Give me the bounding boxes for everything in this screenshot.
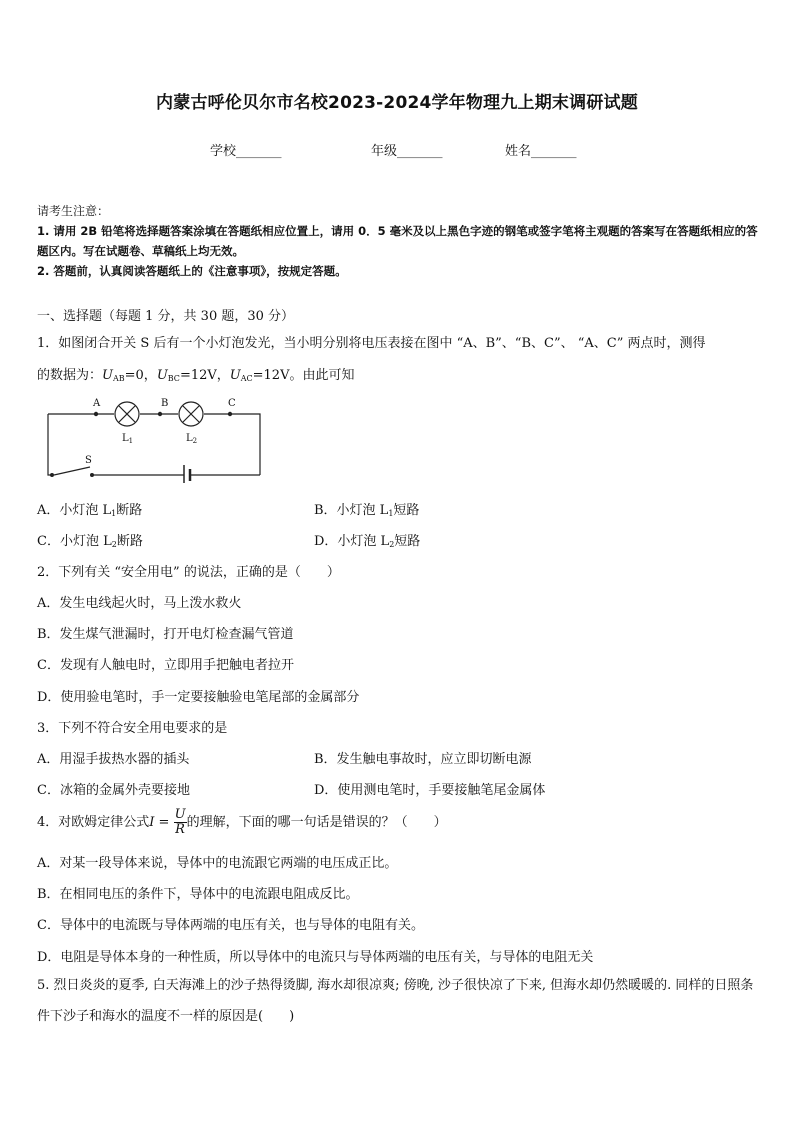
q1-option-c[interactable]: C．小灯泡 $L_2$断路 — [37, 534, 143, 549]
q2-option-d[interactable]: D．使用验电笔时，手一定要接触验电笔尾部的金属部分 — [37, 690, 360, 705]
q1-option-a[interactable]: A．小灯泡 $L_1$断路 — [37, 503, 143, 518]
q2-option-c[interactable]: C．发现有人触电时，立即用手把触电者拉开 — [37, 658, 294, 673]
q1-eq-ac: =12V。由此可知 — [252, 368, 355, 383]
q4-option-b[interactable]: B．在相同电压的条件下，导体中的电流跟电阻成反比。 — [37, 887, 359, 902]
q1-stem-line2 — [37, 364, 354, 383]
q4-option-c[interactable]: C．导体中的电流既与导体两端的电压有关，也与导体的电阻有关。 — [37, 918, 424, 933]
switch-lever — [54, 467, 90, 475]
notice-item-2: 2. 答题前，认真阅读答题纸上的《注意事项》，按规定答题。 — [37, 264, 347, 278]
label-c: C — [228, 398, 236, 409]
switch-contact — [90, 473, 94, 477]
switch-pivot — [50, 473, 54, 477]
formula-i: I — [149, 815, 155, 830]
section-heading: 一、选择题（每题 1 分，共 30 题，30 分） — [37, 309, 295, 324]
label-s: S — [85, 455, 92, 466]
wire-top-right — [204, 414, 260, 475]
q3-stem: 3．下列不符合安全用电要求的是 — [37, 721, 228, 736]
q3-option-d[interactable]: D．使用测电笔时，手要接触笔尾金属体 — [314, 783, 546, 798]
notice-item-1: 1. 请用 2B 铅笔将选择题答案涂填在答题纸相应位置上，请用 0．5 毫米及以上黑色字迹的钢笔或签字笔将主观题的答案写在答题纸相应的答题区内。写在试题卷、草稿纸上均无效。 — [37, 224, 758, 258]
q2-option-b[interactable]: B．发生煤气泄漏时，打开电灯检查漏气管道 — [37, 627, 294, 642]
label-l2: $L_2$ — [186, 433, 198, 445]
q1-data-prefix: 的数据为： — [37, 368, 103, 383]
label-l1: $L_1$ — [122, 433, 134, 445]
node-c — [228, 412, 232, 416]
q1-sub-bc: BC — [167, 374, 180, 383]
name-field[interactable]: 姓名_______ — [505, 144, 577, 159]
q3-option-a[interactable]: A．用湿手拔热水器的插头 — [37, 752, 190, 767]
circuit-diagram — [44, 393, 274, 487]
q1-sub-ab: AB — [112, 374, 125, 383]
q2-stem: 2．下列有关 “安全用电” 的说法，正确的是（ ） — [37, 565, 340, 580]
school-field[interactable]: 学校_______ — [210, 144, 282, 159]
node-a — [94, 412, 98, 416]
bulb-l2-cross — [183, 406, 199, 422]
label-b: B — [161, 398, 169, 409]
q1-option-b[interactable]: B．小灯泡 $L_1$短路 — [314, 503, 420, 518]
q3-option-b[interactable]: B．发生触电事故时，应立即切断电源 — [314, 752, 532, 767]
q4-option-d[interactable]: D．电阻是导体本身的一种性质，所以导体中的电流只与导体两端的电压有关，与导体的电阻无关 — [37, 950, 594, 965]
q4-option-a[interactable]: A．对某一段导体来说，导体中的电流跟它两端的电压成正比。 — [37, 856, 398, 871]
q1-eq-ab: =0， — [124, 368, 157, 383]
q2-option-a[interactable]: A．发生电线起火时，马上泼水救火 — [37, 596, 242, 611]
q1-stem-line1: 1．如图闭合开关 S 后有一个小灯泡发光，当小明分别将电压表接在图中 “A、B”、“B、C”、 “A、C” 两点时，测得 — [37, 336, 706, 351]
q4-stem: 4．对欧姆定律公式I = $\frac{U}{R}$ 的理解，下面的哪一句话是错误的？（ ） — [37, 807, 447, 837]
q1-sub-ac: AC — [240, 374, 253, 383]
label-a: A — [93, 398, 101, 409]
page-title: 内蒙古呼伦贝尔市名校2023-2024学年物理九上期末调研试题 — [156, 93, 638, 113]
q1-eq-bc: =12V， — [179, 368, 230, 383]
q1-u-symbol: U — [229, 368, 241, 383]
q5-stem: 5. 烈日炎炎的夏季, 白天海滩上的沙子热得烫脚, 海水却很凉爽; 傍晚, 沙子很快凉了下来, 但海水却仍然暖暖的. 同样的日照条件下沙子和海水的温度不一样的原因是( ) — [37, 978, 754, 1024]
q1-u-symbol: U — [156, 368, 168, 383]
node-b — [158, 412, 162, 416]
notice-heading: 请考生注意： — [37, 204, 110, 218]
q1-u-symbol: U — [102, 368, 113, 383]
formula-fraction: $\frac{U}{R}$ — [174, 807, 186, 837]
bulb-l1-cross — [119, 406, 135, 422]
q3-option-c[interactable]: C．冰箱的金属外壳要接地 — [37, 783, 190, 798]
grade-field[interactable]: 年级_______ — [371, 144, 443, 159]
notice-block — [37, 201, 759, 281]
wire-left — [48, 414, 52, 475]
q1-option-d[interactable]: D．小灯泡 $L_2$短路 — [314, 534, 421, 549]
student-info-row — [0, 140, 794, 160]
circuit-svg — [44, 393, 274, 483]
